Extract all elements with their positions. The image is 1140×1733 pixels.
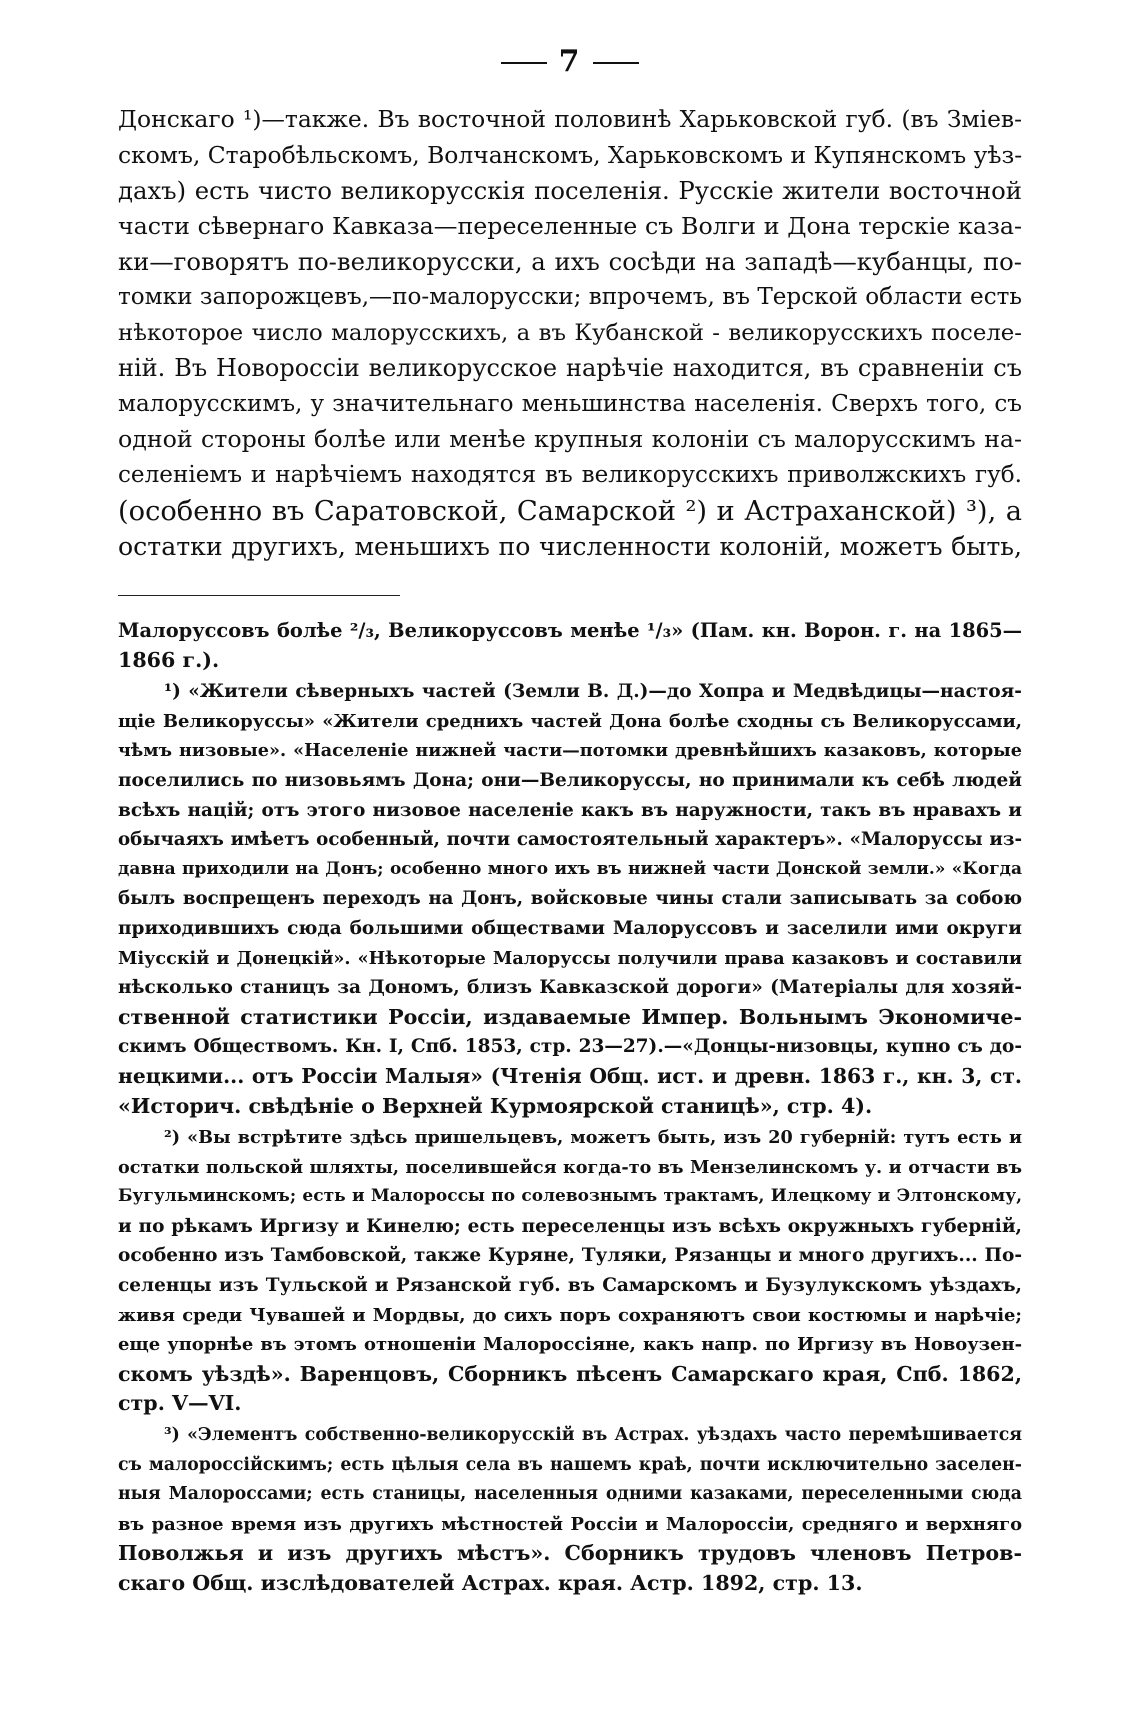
footnote-1-start: ¹) «Жители сѣверныхъ частей (Земли В. Д.)—до Хопра и Медвѣдицы—настоя-	[164, 681, 1022, 703]
main-line: остатки другихъ, меньшихъ по численности колоній, можетъ быть,	[118, 532, 1022, 562]
footnote-line: съ малороссійскимъ; есть цѣлыя села въ нашемъ краѣ, почти исключительно заселен-	[118, 1454, 1022, 1475]
main-line: нѣкоторое число малорусскихъ, а въ Кубанской - великорусскихъ поселе-	[118, 319, 1022, 346]
footnote-line: Міусскій и Донецкій». «Нѣкоторые Малоруссы получили права казаковъ и составили	[118, 947, 1022, 969]
footnote-line: «Историч. свѣдѣніе о Верхней Курмоярской станицѣ», стр. 4).	[118, 1093, 873, 1118]
footnote-line: Поволжья и изъ другихъ мѣстъ». Сборникъ трудовъ членовъ Петров-	[118, 1541, 1022, 1566]
main-line: селеніемъ и нарѣчіемъ находятся въ великорусскихъ приволжскихъ губ.	[118, 461, 1022, 488]
page-number-dash-right	[593, 62, 639, 64]
footnote-line: скаго Общ. изслѣдователей Астрах. края. Астр. 1892, стр. 13.	[118, 1571, 863, 1595]
footnote-line: давна приходили на Донъ; особенно много ихъ въ нижней части Донской земли.» «Когда	[118, 858, 1022, 879]
footnote-line: особенно изъ Тамбовской, также Куряне, Туляки, Рязанцы и много другихъ... По-	[118, 1245, 1022, 1267]
footnote-line: нецкими... отъ Россіи Малыя» (Чтенія Общ. ист. и древн. 1863 г., кн. 3, ст.	[118, 1063, 1022, 1088]
main-text	[118, 102, 1022, 565]
main-line: части сѣвернаго Кавказа—переселенные съ Волги и Дона терскіе каза-	[118, 211, 1022, 240]
footnote-line: въ разное время изъ другихъ мѣстностей Россіи и Малороссіи, средняго и верхняго	[118, 1513, 1022, 1535]
footnote-line: ственной статистики Россіи, издаваемые Импер. Вольнымъ Экономиче-	[118, 1004, 1022, 1029]
footnote-line: щіе Великоруссы» «Жители среднихъ частей Дона болѣе сходны съ Великоруссами,	[118, 710, 1022, 732]
footnote-line: поселились по низовьямъ Дона; они—Великоруссы, но принимали къ себѣ людей	[118, 769, 1022, 791]
footnote-line: селенцы изъ Тульской и Рязанской губ. въ Самарскомъ и Бузулукскомъ уѣздахъ,	[118, 1275, 1022, 1297]
footnote-line: скомъ уѣздѣ». Варенцовъ, Сборникъ пѣсенъ Самарскаго края, Спб. 1862,	[118, 1361, 1022, 1386]
footnotes	[118, 616, 1022, 1599]
footnote-line: нѣсколько станицъ за Дономъ, близъ Кавказской дороги» (Матеріалы для хозяй-	[118, 977, 1022, 999]
main-line: малорусскимъ, у значительнаго меньшинства населенія. Сверхъ того, съ	[118, 390, 1022, 417]
main-line: томки запорожцевъ,—по-малорусски; впрочемъ, въ Терской области есть	[118, 283, 1022, 310]
footnote-line: скимъ Обществомъ. Кн. I, Спб. 1853, стр. 23—27).—«Донцы-низовцы, купно съ до-	[118, 1036, 1022, 1058]
footnote-divider	[118, 595, 400, 596]
footnote-line: еще упорнѣе въ этомъ отношеніи Малороссіяне, какъ напр. по Иргизу въ Новоузен-	[118, 1334, 1022, 1356]
main-line: Донскаго ¹)—также. Въ восточной половинѣ Харьковской губ. (въ Зміев-	[118, 105, 1022, 133]
footnote-line: былъ воспрещенъ переходъ на Донъ, войсковые чины стали записывать за собою	[118, 888, 1022, 910]
footnote-line: остатки польской шляхты, поселившейся когда-то въ Мензелинскомъ у. и отчасти въ	[118, 1156, 1022, 1178]
footnote-line: 1866 г.).	[118, 647, 220, 672]
footnote-line: и по рѣкамъ Иргизу и Кинелю; есть переселенцы изъ всѣхъ окружныхъ губерній,	[118, 1215, 1022, 1237]
footnote-line: приходившихъ сюда большими обществами Малоруссовъ и заселили ими округи	[118, 917, 1022, 939]
footnote-line: чѣмъ низовые». «Населеніе нижней части—потомки древнѣйшихъ казаковъ, которые	[118, 740, 1022, 762]
footnote-line: всѣхъ націй; отъ этого низовое населеніе какъ въ наружности, такъ въ нравахъ и	[118, 799, 1022, 821]
main-line: скомъ, Старобѣльскомъ, Волчанскомъ, Харьковскомъ и Купянскомъ уѣз-	[118, 140, 1023, 169]
page-number	[0, 44, 1140, 79]
footnote-2-start: ²) «Вы встрѣтите здѣсь пришельцевъ, можетъ быть, изъ 20 губерній: тутъ есть и	[164, 1127, 1022, 1149]
footnote-line: живя среди Чувашей и Мордвы, до сихъ поръ сохраняютъ свои костюмы и нарѣчіе;	[118, 1304, 1022, 1326]
main-line: ній. Въ Новороссіи великорусское нарѣчіе находится, въ сравненіи съ	[118, 354, 1022, 383]
main-line: (особенно въ Саратовской, Самарской ²) и Астраханской) ³), а	[118, 495, 1022, 527]
footnote-line: ныя Малороссами; есть станицы, населенныя одними казаками, переселенными сюда	[118, 1484, 1022, 1505]
footnote-line: Бугульминскомъ; есть и Малороссы по солевознымъ трактамъ, Илецкому и Элтонскому,	[118, 1186, 1022, 1207]
main-line: одной стороны болѣе или менѣе крупныя колоніи съ малорусскимъ на-	[118, 425, 1022, 454]
footnote-line: Малоруссовъ болѣе ²/₃, Великоруссовъ менѣе ¹/₃» (Пам. кн. Ворон. г. на 1865—	[118, 619, 1022, 642]
page-number-dash-left	[501, 62, 547, 64]
main-line: ки—говорятъ по-великорусски, а ихъ сосѣди на западѣ—кубанцы, по-	[118, 247, 1022, 277]
footnote-3-start: ³) «Элементъ собственно-великорусскій въ Астрах. уѣздахъ часто перемѣшивается	[164, 1425, 1022, 1446]
main-line: дахъ) есть чисто великорусскія поселенія. Русскіе жители восточной	[118, 176, 1022, 206]
page-number-value: 7	[558, 44, 582, 79]
footnote-line: обычаяхъ имѣетъ особенный, почти самостоятельный характеръ». «Малоруссы из-	[118, 829, 1022, 851]
footnote-line: стр. V—VI.	[118, 1391, 242, 1416]
